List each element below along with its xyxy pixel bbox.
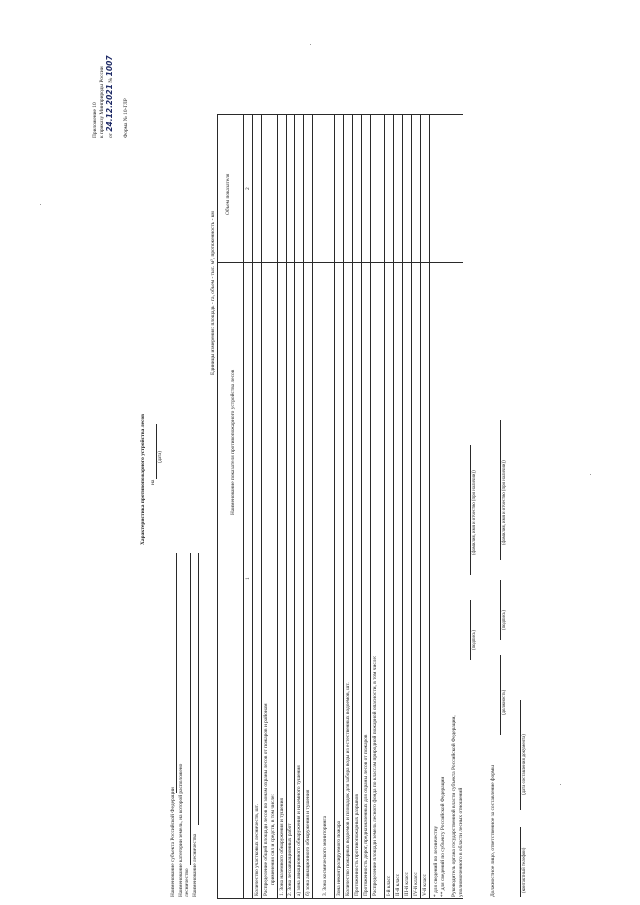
row-divider bbox=[343, 115, 344, 899]
scan-speck bbox=[40, 204, 41, 205]
order-date-handwritten: 24.12.2021 bbox=[105, 84, 114, 132]
table-row: I-й класс bbox=[386, 875, 392, 896]
table-row: 2. Зона лесоавиационных работ bbox=[287, 823, 293, 896]
scan-speck bbox=[590, 474, 591, 475]
table-top-border bbox=[217, 115, 218, 899]
table-row: Распределение общей площади лесов по зонам охраны лесов от пожаров и районам bbox=[263, 703, 269, 896]
table-row: б) зона авиационного обнаружения и тушения bbox=[305, 789, 311, 896]
row-divider bbox=[370, 115, 371, 899]
table-row: IV-й класс bbox=[413, 872, 419, 896]
table-row: Количество участковых лесничеств, шт. bbox=[254, 804, 260, 896]
table-row: Протяженность дорог, предназначенных для охраны лесов от пожаров bbox=[363, 734, 369, 896]
responsible-fio-line bbox=[500, 420, 501, 560]
head-sign-line bbox=[470, 600, 471, 660]
row-divider bbox=[286, 115, 287, 899]
units-line: Единицы измерения: площадь - га, объем - тыс. м³, протяженность - км bbox=[210, 211, 216, 375]
number-row-divider bbox=[252, 115, 253, 899]
position-line bbox=[500, 655, 501, 735]
col1-header: Наименование показателя противопожарного устройства лесов bbox=[230, 369, 236, 515]
doc-date-line bbox=[520, 700, 521, 810]
row-divider bbox=[334, 115, 335, 899]
responsible-fio-caption: (фамилия, имя и отчество (при наличии)) bbox=[502, 460, 507, 545]
scan-speck bbox=[560, 784, 561, 785]
head-title-2: уполномоченного в области лесных отношений bbox=[458, 787, 464, 897]
table-row: 3. Зона космического мониторинга bbox=[322, 816, 328, 896]
table-right-border bbox=[217, 114, 463, 115]
table-bottom-border bbox=[429, 115, 430, 899]
row-divider bbox=[361, 115, 362, 899]
phone-line bbox=[520, 827, 521, 897]
table-row: Распределение площади земель лесного фонда по классам природной пожарной опасности, в том числе: bbox=[372, 655, 378, 896]
head-fio-caption: (фамилия, имя и отчество (при наличии)) bbox=[472, 470, 477, 555]
row-divider bbox=[384, 115, 385, 899]
row-divider bbox=[420, 115, 421, 899]
table-row: Зона неконтролируемого пожара bbox=[336, 820, 342, 896]
table-row: V-й класс bbox=[422, 874, 428, 896]
row-divider bbox=[312, 115, 313, 899]
table-column-divider bbox=[217, 262, 463, 263]
row-divider bbox=[303, 115, 304, 899]
row-divider bbox=[402, 115, 403, 899]
table-row: 1. Зона наземного обнаружения и тушения bbox=[279, 798, 285, 896]
field-category-cont: лесничество bbox=[184, 868, 190, 897]
date-line bbox=[156, 424, 157, 479]
field-category-line bbox=[190, 553, 191, 865]
order-number-handwritten: 1007 bbox=[105, 55, 114, 77]
order-line: к приказу Минприроды России bbox=[99, 66, 105, 138]
responsible-label: Должностное лицо, ответственное за составление формы bbox=[490, 765, 496, 897]
head-fio-line bbox=[470, 445, 471, 575]
phone-caption: (контактный телефон) bbox=[522, 847, 527, 893]
form-title: Характеристика противопожарного устройства лесов bbox=[140, 413, 146, 545]
field-subject-line bbox=[176, 553, 177, 793]
head-sign-caption: (подпись) bbox=[472, 630, 477, 650]
footnote-1: * для сведений по лесничеству bbox=[433, 825, 439, 897]
order-date-line: от 24.12.2021 № 1007 bbox=[105, 55, 114, 138]
table-row: Протяженность противопожарных разрывов bbox=[354, 794, 360, 896]
field-forestry-line bbox=[198, 553, 199, 825]
row-divider bbox=[411, 115, 412, 899]
appendix-label: Приложение 10 bbox=[92, 102, 98, 138]
table-row: применения сил и средств, в том числе: bbox=[270, 794, 276, 885]
col2-number: 2 bbox=[245, 187, 251, 190]
table-row: III-й класс bbox=[404, 872, 410, 896]
row-divider bbox=[277, 115, 278, 899]
table-row: Количество пожарных водоемов и площадок для забора воды из естественных водоемов, шт. bbox=[345, 682, 351, 896]
head-title-1: Руководитель органа государственной власти субъекта Российской Федерации, bbox=[451, 715, 457, 897]
field-subject: Наименование субъекта Российской Федерации bbox=[170, 787, 176, 897]
header-divider bbox=[243, 115, 244, 899]
col2-header: Объем показателя bbox=[225, 173, 231, 215]
footnote-2: ** для сведений по субъекту Российской Федерации bbox=[440, 776, 446, 897]
table-row: а) зона авиационного обнаружения и наземного тушения bbox=[296, 765, 302, 896]
form-number: Форма № 10-ГЛР bbox=[123, 98, 129, 138]
scan-speck bbox=[310, 44, 311, 45]
responsible-sign-line bbox=[500, 580, 501, 640]
row-divider bbox=[352, 115, 353, 899]
field-forestry: Наименование лесничества bbox=[192, 833, 198, 897]
row-divider bbox=[261, 115, 262, 899]
responsible-sign-caption: (подпись) bbox=[502, 610, 507, 630]
title-for-prefix: на bbox=[150, 479, 156, 485]
doc-date-caption: (дата составления документа) bbox=[522, 734, 527, 795]
col1-number: 1 bbox=[245, 577, 251, 580]
row-divider bbox=[393, 115, 394, 899]
row-divider bbox=[294, 115, 295, 899]
field-category: Наименование категории земель, на которой расположено bbox=[178, 763, 184, 897]
position-caption: (должность) bbox=[502, 689, 507, 715]
date-caption: (дата) bbox=[158, 451, 163, 463]
table-row: II-й класс bbox=[395, 873, 401, 896]
table-left-border bbox=[217, 898, 463, 899]
